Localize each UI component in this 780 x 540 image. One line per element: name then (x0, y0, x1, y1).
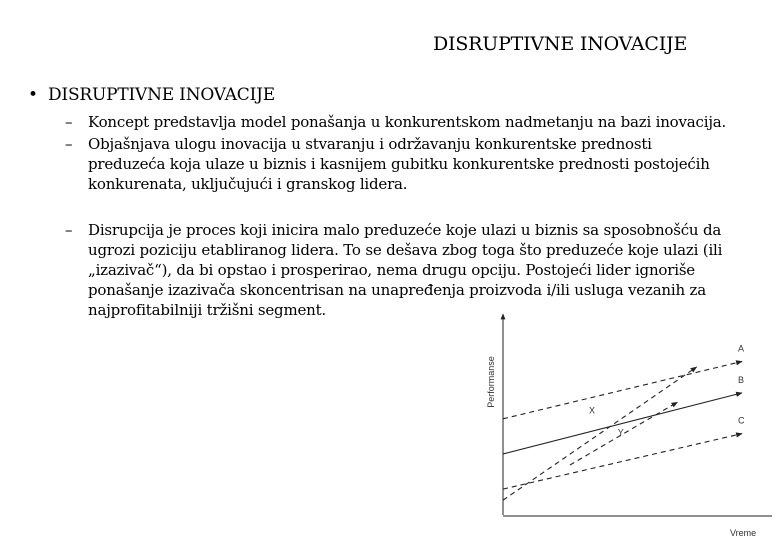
dash-marker: – (65, 221, 73, 239)
disruption-chart (480, 310, 780, 540)
annotation-x: X (589, 405, 596, 416)
sub-bullet-disruption (65, 220, 755, 320)
main-bullet (28, 85, 275, 105)
y-axis-label: Performanse (486, 356, 496, 408)
series-label-a: A (738, 343, 745, 354)
sub-bullet-text: Koncept predstavlja model ponašanja u konkurentskom nadmetanju na bazi inovacija. (88, 113, 727, 131)
main-bullet-text: DISRUPTIVNE INOVACIJE (48, 85, 275, 105)
sub-bullet-text: Disrupcija je proces koji inicira malo preduzeće koje ulazi u biznis sa sposobnošću da ugrozi poziciju etabliranog lidera. To se dešava zbog toga što preduzeće koje ulazi (ili „izazivač“), da bi opstao i prosperirao, nema drugu opciju. Postojeći lider ignoriše ponašanje izazivača skoncentrisan na unapređenja proizvoda i/ili usluga vezanih za najprofitabilniji tržišni segment. (88, 221, 723, 319)
series-line-c (503, 434, 742, 490)
x-axis-label: Vreme (730, 528, 757, 538)
sub-bullet-explanation (65, 134, 725, 194)
series-label-b: B (738, 374, 745, 385)
sub-bullet-concept (65, 112, 765, 132)
series-line-disruptor-3 (503, 367, 697, 500)
dash-marker: – (65, 135, 73, 153)
annotation-y: Y (617, 427, 624, 438)
dash-marker: – (65, 113, 73, 131)
bullet-marker: • (28, 85, 38, 105)
sub-bullet-text: Objašnjava ulogu inovacija u stvaranju i održavanju konkurentske prednosti preduzeća koja ulaze u biznis i kasnijem gubitku konkurentske prednosti postojećih konkurenata, uključujući i granskog lidera. (88, 135, 710, 193)
slide-title: DISRUPTIVNE INOVACIJE (433, 33, 688, 55)
series-label-c: C (738, 415, 745, 426)
series-line-a (503, 361, 745, 418)
series-line-b (503, 393, 742, 454)
